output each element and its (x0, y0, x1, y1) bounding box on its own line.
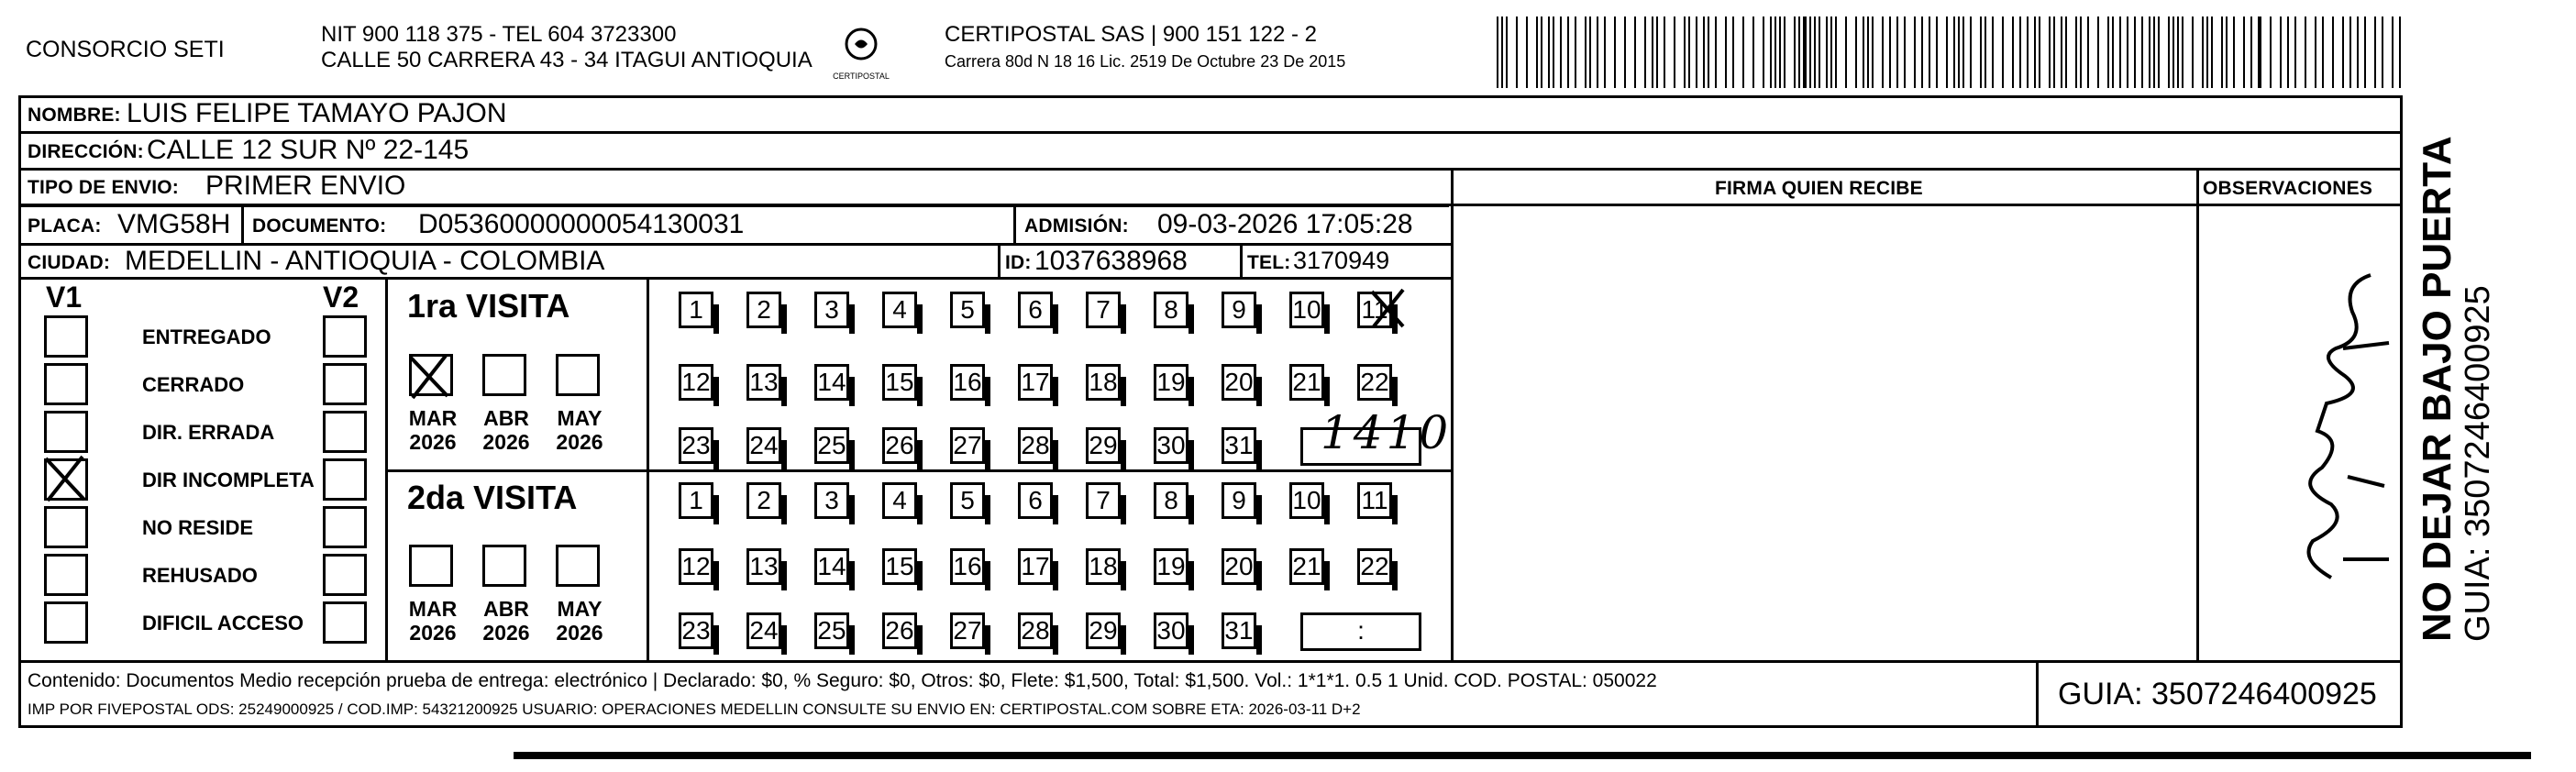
observaciones-divider (2196, 168, 2199, 662)
barcode-bar (2192, 17, 2194, 88)
barcode-bar (1992, 17, 1994, 88)
day-box[interactable]: 28 (1018, 612, 1053, 649)
v2-checkbox[interactable] (323, 458, 367, 501)
barcode-bar (2270, 17, 2272, 88)
days-divider (647, 277, 649, 660)
barcode-bar (2233, 17, 2235, 88)
barcode-bar (1548, 17, 1550, 88)
day-box[interactable]: 9 (1222, 482, 1256, 519)
barcode-bar (1970, 17, 1972, 88)
day-box[interactable]: 20 (1222, 548, 1256, 585)
v1-checkbox[interactable] (44, 458, 88, 501)
day-box[interactable]: 16 (950, 548, 985, 585)
barcode-bar (1889, 17, 1891, 88)
day-box[interactable]: 16 (950, 364, 985, 401)
nombre-value: LUIS FELIPE TAMAYO PAJON (127, 98, 507, 128)
barcode-bar (2315, 17, 2316, 88)
barcode-bar (1725, 17, 1727, 88)
v1-checkbox[interactable] (44, 554, 88, 596)
barcode-bar (2149, 17, 2150, 88)
v2-checkbox[interactable] (323, 411, 367, 453)
barcode-bar (1624, 17, 1626, 88)
barcode-bar (2399, 17, 2401, 88)
barcode-bar (1784, 17, 1786, 88)
barcode-bar (2034, 17, 2036, 88)
barcode-bar (2382, 17, 2383, 88)
barcode-bar (1684, 17, 1686, 88)
day-box[interactable]: 7 (1086, 292, 1121, 328)
barcode-bar (1696, 17, 1697, 88)
admision-label: ADMISIÓN: (1024, 215, 1129, 237)
day-box[interactable]: 21 (1289, 364, 1324, 401)
month-checkbox-may[interactable] (556, 545, 600, 587)
barcode-bar (1882, 17, 1884, 88)
barcode-bar (1929, 17, 1930, 88)
barcode-bar (1830, 17, 1832, 88)
handwritten-time: 1410 (1321, 406, 1453, 459)
id-value: 1037638968 (1034, 246, 1188, 276)
reason-label: REHUSADO (142, 564, 258, 587)
barcode-bar (2374, 17, 2376, 88)
v2-label: V2 (323, 281, 359, 314)
frame-bottom (18, 725, 2403, 728)
month-label: MAY 2026 (556, 406, 603, 454)
day-box[interactable]: 1 (679, 292, 713, 328)
day-box[interactable]: 27 (950, 612, 985, 649)
barcode-bar (1715, 17, 1717, 88)
barcode-bar (1962, 17, 1964, 88)
barcode-bar (2053, 17, 2055, 88)
visit-split-line (385, 469, 1454, 472)
barcode-bar (2250, 17, 2252, 88)
day-box[interactable]: 24 (746, 612, 781, 649)
barcode-bar (2226, 17, 2228, 88)
barcode-bar (1526, 17, 1528, 88)
placa-label: PLACA: (28, 215, 102, 237)
day-box[interactable]: 9 (1222, 292, 1256, 328)
admision-value: 09-03-2026 17:05:28 (1157, 209, 1413, 239)
day-box[interactable]: 3 (814, 482, 849, 519)
barcode-bar (2342, 17, 2344, 88)
barcode-bar (1958, 17, 1960, 88)
footer-guia: GUIA: 3507246400925 (2058, 677, 2377, 711)
day-box[interactable]: 23 (679, 612, 713, 649)
day-box[interactable]: 13 (746, 548, 781, 585)
reason-label: CERRADO (142, 373, 245, 396)
barcode-bar (2119, 17, 2121, 88)
barcode-bar (2002, 17, 2004, 88)
row-line-1 (18, 131, 2403, 134)
frame-right (2400, 95, 2403, 728)
barcode-bar (2322, 17, 2324, 88)
barcode-bar (2097, 17, 2099, 88)
barcode-bar (1501, 17, 1503, 88)
day-box[interactable]: 12 (679, 364, 713, 401)
company-name: CONSORCIO SETI (26, 37, 225, 62)
barcode-bar (2075, 17, 2077, 88)
barcode-bar (2182, 17, 2184, 88)
barcode-bar (1656, 17, 1658, 88)
barcode-bar (1946, 17, 1948, 88)
day-box[interactable]: 15 (882, 548, 917, 585)
barcode-bar (1614, 17, 1616, 88)
day-box[interactable]: 21 (1289, 548, 1324, 585)
barcode-bar (1652, 17, 1653, 88)
barcode-bar (2243, 17, 2245, 88)
footer-line (18, 660, 2403, 663)
month-label: MAY 2026 (556, 597, 603, 645)
reason-label: DIFICIL ACCESO (142, 612, 304, 634)
barcode-bar (2221, 17, 2223, 88)
barcode-bar (1803, 17, 1807, 88)
v1-checkbox[interactable] (44, 506, 88, 548)
day-box[interactable]: 28 (1018, 427, 1053, 464)
barcode-bar (2357, 17, 2359, 88)
barcode-bar (2332, 17, 2334, 88)
barcode-bar (1604, 17, 1606, 88)
side-text (2416, 73, 2517, 642)
barcode-bar (2280, 17, 2282, 88)
barcode-bar (1585, 17, 1587, 88)
tipo-label: TIPO DE ENVIO: (28, 177, 179, 198)
day-box[interactable]: 19 (1154, 364, 1188, 401)
barcode-bar (1845, 17, 1847, 88)
v2-checkbox[interactable] (323, 554, 367, 596)
month-checkbox-abr[interactable] (482, 545, 526, 587)
barcode-bar (2168, 17, 2170, 88)
barcode-bar (1835, 17, 1837, 88)
barcode-bar (2112, 17, 2114, 88)
barcode-bar (1794, 17, 1796, 88)
barcode-bar (1867, 17, 1869, 88)
barcode-bar (2158, 17, 2160, 88)
day-box[interactable]: 4 (882, 292, 917, 328)
barcode-bar (1985, 17, 1986, 88)
barcode-bar (1536, 17, 1538, 88)
row-line-5 (18, 277, 1454, 280)
certipostal-logo (829, 22, 893, 86)
barcode-bar (2107, 17, 2109, 88)
day-box[interactable]: 8 (1154, 482, 1188, 519)
v1-checkbox[interactable] (44, 363, 88, 405)
month-label: ABR 2026 (482, 597, 530, 645)
day-box[interactable]: 29 (1086, 427, 1121, 464)
barcode-bar (1904, 17, 1906, 88)
day-box[interactable]: 5 (950, 482, 985, 519)
day-box[interactable]: 17 (1018, 548, 1053, 585)
day-box[interactable]: 22 (1357, 548, 1392, 585)
barcode-bar (2012, 17, 2014, 88)
logo-text: CERTIPOSTAL (833, 72, 890, 81)
day-box[interactable]: 30 (1154, 612, 1188, 649)
nombre-label: NOMBRE: (28, 105, 121, 126)
barcode-bar (2061, 17, 2062, 88)
barcode-bar (2202, 17, 2204, 88)
side-guia: GUIA: 3507246400925 (2459, 285, 2497, 642)
barcode-bar (1770, 17, 1772, 88)
day-box[interactable]: 6 (1018, 292, 1053, 328)
barcode-bar (1814, 17, 1816, 88)
day-box[interactable]: 1 (679, 482, 713, 519)
day-box[interactable]: 10 (1289, 482, 1324, 519)
firma-header: FIRMA QUIEN RECIBE (1715, 178, 1923, 199)
row-line-3b (18, 204, 1449, 207)
barcode-bar (1589, 17, 1591, 88)
tel-value: 3170949 (1293, 247, 1390, 274)
barcode-bar (1819, 17, 1820, 88)
barcode-bar (1664, 17, 1665, 88)
day-box[interactable]: 25 (814, 612, 849, 649)
barcode-bar (2019, 17, 2021, 88)
barcode-bar (1688, 17, 1690, 88)
barcode-bar (1597, 17, 1598, 88)
barcode-bar (2127, 17, 2128, 88)
barcode-bar (1980, 17, 1982, 88)
day-box[interactable]: 30 (1154, 427, 1188, 464)
id-divider (998, 243, 1001, 277)
barcode-bar (1872, 17, 1874, 88)
barcode-bar (2027, 17, 2029, 88)
v1-label: V1 (46, 281, 83, 314)
barcode-bar (2211, 17, 2213, 88)
day-box[interactable]: 14 (814, 548, 849, 585)
day-box[interactable]: 31 (1222, 612, 1256, 649)
barcode-bar (1855, 17, 1857, 88)
barcode-bar (1575, 17, 1576, 88)
month-checkbox-mar[interactable] (409, 354, 453, 396)
no-dejar-bajo-puerta: NO DEJAR BAJO PUERTA (2415, 136, 2460, 642)
day-box[interactable]: 3 (814, 292, 849, 328)
day-box[interactable]: 29 (1086, 612, 1121, 649)
barcode-bar (2294, 17, 2296, 88)
footer-line-1: Contenido: Documentos Medio recepción prueba de entrega: electrónico | Declarado: $0, % Seguro: $0, Otros: $0, Flete: $1,500, Total: $1,500. Vol.: 1*1*1. 0.5 1 Unid. COD. POSTAL: 050022 (28, 670, 1657, 691)
visit-divider (385, 277, 388, 660)
ciudad-value: MEDELLIN - ANTIOQUIA - COLOMBIA (125, 246, 605, 276)
month-checkbox-may[interactable] (556, 354, 600, 396)
barcode-bar (2177, 17, 2179, 88)
barcode-bar (1826, 17, 1828, 88)
day-box[interactable]: 11 (1357, 482, 1392, 519)
tipo-value: PRIMER ENVIO (205, 171, 406, 201)
license-line: Carrera 80d N 18 16 Lic. 2519 De Octubre 23 De 2015 (945, 52, 1346, 71)
v2-checkbox[interactable] (323, 506, 367, 548)
barcode-bar (1763, 17, 1764, 88)
barcode-bar (1560, 17, 1562, 88)
barcode-bar (1936, 17, 1938, 88)
ciudad-label: CIUDAD: (28, 252, 111, 273)
day-box[interactable]: 11 (1357, 292, 1392, 328)
barcode-bar (2206, 17, 2208, 88)
day-box[interactable]: 6 (1018, 482, 1053, 519)
barcode-bar (2087, 17, 2089, 88)
barcode-bar (1708, 17, 1709, 88)
observaciones-header: OBSERVACIONES (2203, 178, 2373, 199)
day-box[interactable]: 17 (1018, 364, 1053, 401)
month-label: MAR 2026 (408, 597, 458, 645)
barcode-bar (1774, 17, 1776, 88)
v1-checkbox[interactable] (44, 315, 88, 358)
barcode-bar (2287, 17, 2289, 88)
tel-divider (1240, 243, 1243, 277)
documento-value: D05360000000054130031 (418, 209, 745, 239)
v2-checkbox[interactable] (323, 363, 367, 405)
direccion-value: CALLE 12 SUR Nº 22-145 (147, 135, 470, 165)
month-checkbox-mar[interactable] (409, 545, 453, 587)
barcode-bar (1921, 17, 1923, 88)
barcode-bar (1644, 17, 1646, 88)
barcode-bar (2305, 17, 2306, 88)
footer-guia-divider (2036, 660, 2039, 727)
barcode-bar (2364, 17, 2366, 88)
day-box[interactable]: 15 (882, 364, 917, 401)
day-box[interactable]: 23 (679, 427, 713, 464)
day-box[interactable]: 2 (746, 292, 781, 328)
header-row-line (1451, 204, 2401, 206)
bottom-shadow (514, 752, 2531, 759)
barcode-bar (1742, 17, 1744, 88)
reason-label: DIR. ERRADA (142, 421, 275, 444)
v1-checkbox[interactable] (44, 601, 88, 644)
barcode-bar (1953, 17, 1955, 88)
barcode-bar (1497, 17, 1498, 88)
day-box[interactable]: 24 (746, 427, 781, 464)
barcode-bar (2349, 17, 2351, 88)
month-label: ABR 2026 (482, 406, 530, 454)
reason-label: ENTREGADO (142, 325, 271, 348)
footer-line-2: IMP POR FIVEPOSTAL ODS: 25249000925 / COD.IMP: 54321200925 USUARIO: OPERACIONES MEDELLIN CONSULTE SU ENVIO EN: CERTIPOSTAL.COM SOBRE ETA: 2026-03-11 D+2 (28, 700, 1361, 718)
barcode-bar (1541, 17, 1542, 88)
tel-label: TEL: (1247, 252, 1291, 273)
barcode-bar (2080, 17, 2082, 88)
nit-line: NIT 900 118 375 - TEL 604 3723300 (321, 22, 677, 47)
day-box[interactable]: 25 (814, 427, 849, 464)
barcode-bar (1779, 17, 1781, 88)
month-label: MAR 2026 (408, 406, 458, 454)
day-box[interactable]: 26 (882, 612, 917, 649)
placa-divider (241, 204, 244, 243)
barcode-bar (2392, 17, 2394, 88)
barcode-bar (1506, 17, 1508, 88)
barcode-bar (2153, 17, 2155, 88)
barcode-bar (2049, 17, 2051, 88)
day-box[interactable]: 31 (1222, 427, 1256, 464)
barcode-bar (1567, 17, 1569, 88)
barcode-bar (1703, 17, 1705, 88)
reason-label: DIR INCOMPLETA (142, 469, 315, 491)
barcode-bar (1516, 17, 1518, 88)
v1-checkbox[interactable] (44, 411, 88, 453)
day-box[interactable]: 14 (814, 364, 849, 401)
day-box[interactable]: 18 (1086, 364, 1121, 401)
day-box[interactable]: 18 (1086, 548, 1121, 585)
documento-label: DOCUMENTO: (252, 215, 387, 237)
barcode-bar (1914, 17, 1916, 88)
day-box[interactable]: 4 (882, 482, 917, 519)
second-visit-title: 2da VISITA (407, 479, 578, 516)
barcode-bar (1634, 17, 1636, 88)
barcode-bar (1752, 17, 1754, 88)
placa-value: VMG58H (117, 209, 231, 239)
barcode-bar (2039, 17, 2040, 88)
barcode-bar (2141, 17, 2143, 88)
time-box[interactable]: : (1300, 612, 1421, 651)
certipostal-line: CERTIPOSTAL SAS | 900 151 122 - 2 (945, 22, 1317, 47)
day-box[interactable]: 7 (1086, 482, 1121, 519)
id-label: ID: (1005, 252, 1032, 273)
v2-checkbox[interactable] (323, 601, 367, 644)
month-checkbox-abr[interactable] (482, 354, 526, 396)
barcode-bar (2172, 17, 2174, 88)
admision-divider (1013, 204, 1016, 243)
barcode-bar (1809, 17, 1811, 88)
barcode-bar (2258, 17, 2261, 88)
barcode-bar (1553, 17, 1554, 88)
barcode-bar (1674, 17, 1675, 88)
direccion-label: DIRECCIÓN: (28, 141, 144, 162)
barcode-bar (1896, 17, 1898, 88)
barcode-bar (2065, 17, 2067, 88)
v2-checkbox[interactable] (323, 315, 367, 358)
day-box[interactable]: 13 (746, 364, 781, 401)
barcode (1497, 17, 2414, 88)
first-visit-title: 1ra VISITA (407, 287, 570, 325)
day-box[interactable]: 12 (679, 548, 713, 585)
day-box[interactable]: 22 (1357, 364, 1392, 401)
day-box[interactable]: 20 (1222, 364, 1256, 401)
reason-label: NO RESIDE (142, 516, 254, 539)
barcode-bar (2134, 17, 2136, 88)
company-address: CALLE 50 CARRERA 43 - 34 ITAGUI ANTIOQUIA (321, 48, 813, 72)
day-box[interactable]: 5 (950, 292, 985, 328)
day-box[interactable]: 2 (746, 482, 781, 519)
day-box[interactable]: 26 (882, 427, 917, 464)
day-box[interactable]: 19 (1154, 548, 1188, 585)
day-box[interactable]: 10 (1289, 292, 1324, 328)
barcode-bar (1863, 17, 1864, 88)
barcode-bar (1732, 17, 1734, 88)
day-box[interactable]: 8 (1154, 292, 1188, 328)
day-box[interactable]: 27 (950, 427, 985, 464)
barcode-bar (1798, 17, 1800, 88)
frame-left (18, 95, 21, 728)
